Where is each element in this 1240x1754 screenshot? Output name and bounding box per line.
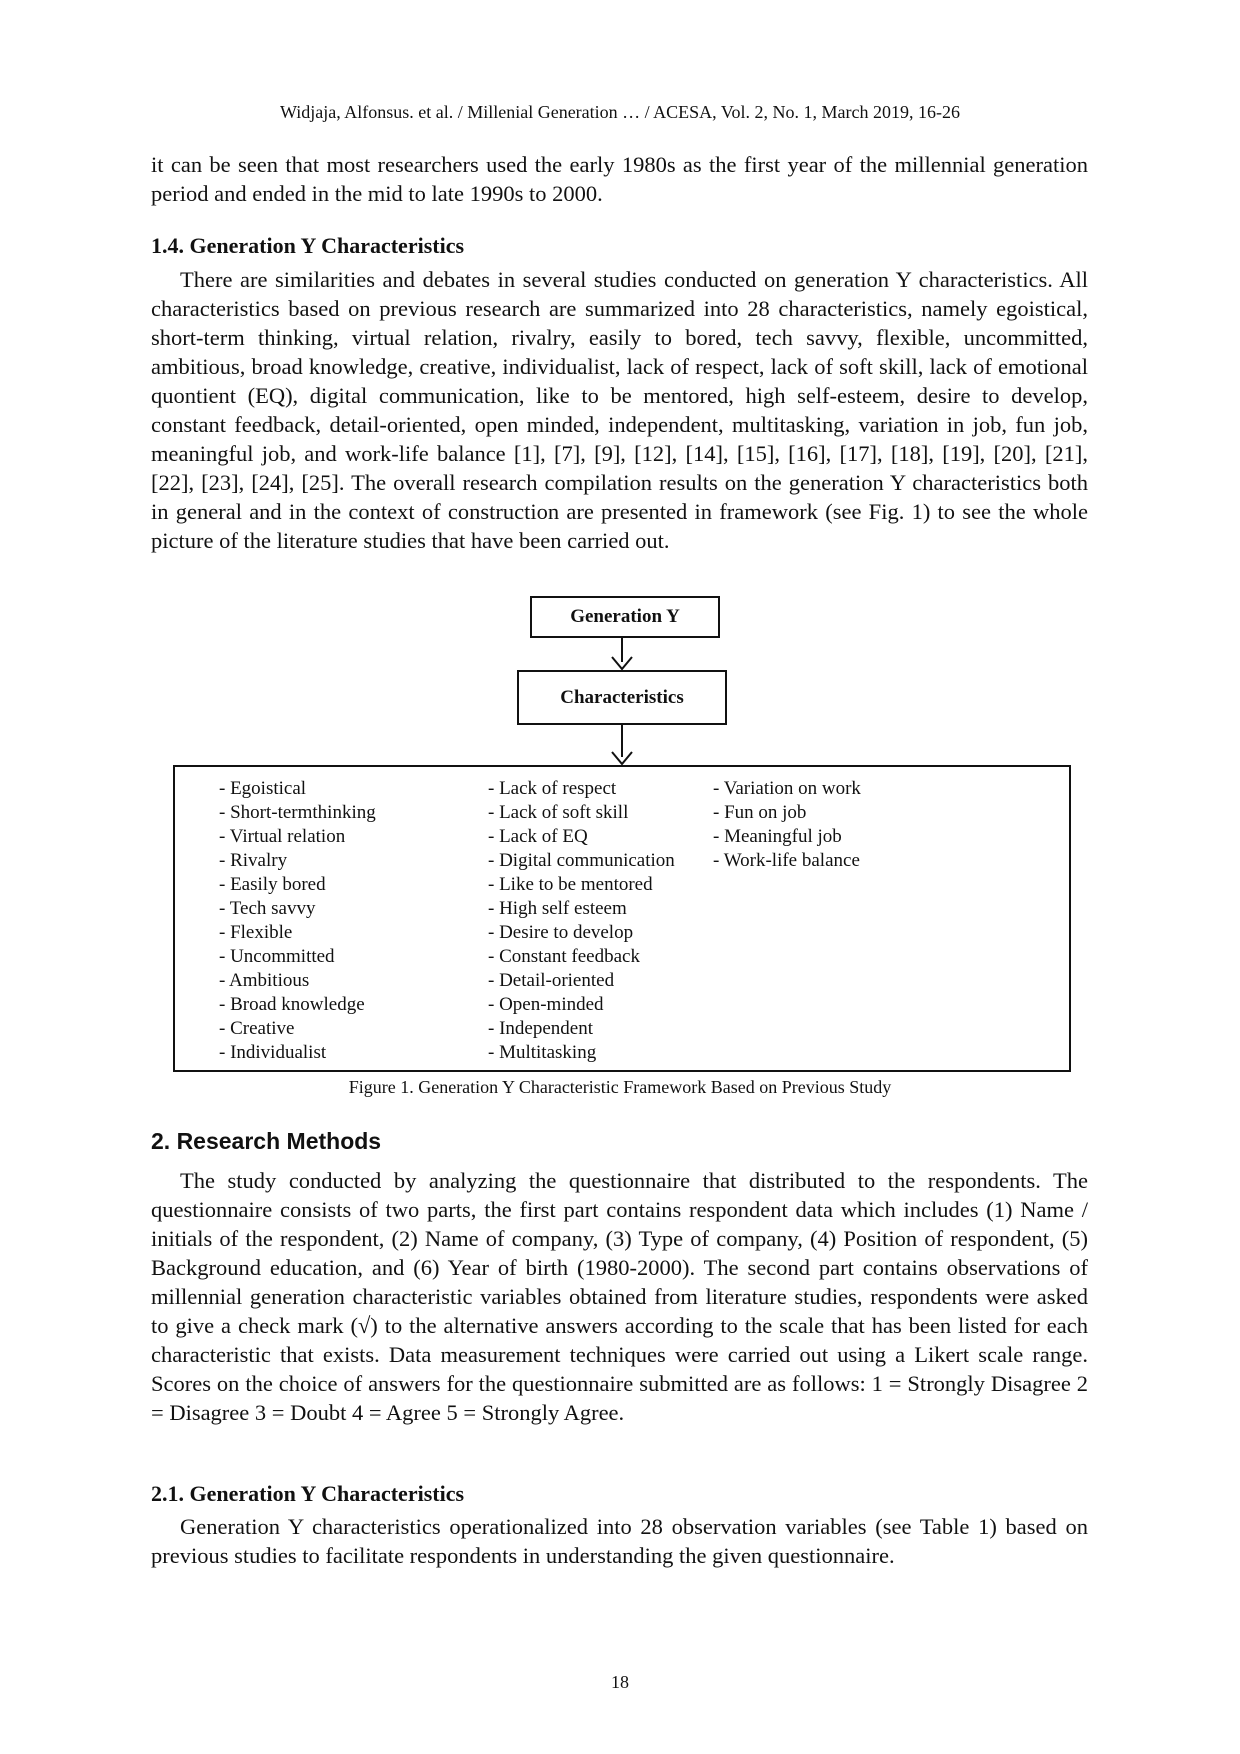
characteristics-list-column-2 — [488, 777, 675, 1065]
list-item: - Lack of respect — [488, 778, 617, 799]
arrow-down-icon — [611, 751, 633, 765]
list-item: - Multitasking — [488, 1042, 597, 1063]
list-item: - Ambitious — [219, 970, 310, 991]
list-item: - Rivalry — [219, 850, 288, 871]
list-item: - Individualist — [219, 1042, 327, 1063]
list-item: - Creative — [219, 1018, 295, 1039]
section-1-4-heading-block — [151, 233, 1088, 259]
list-item: - Independent — [488, 1018, 593, 1039]
list-item: - Digital communication — [488, 850, 675, 871]
list-item: - Broad knowledge — [219, 994, 365, 1015]
list-item: - Easily bored — [219, 874, 326, 895]
list-item: - Virtual relation — [219, 826, 346, 847]
characteristics-list-column-3 — [713, 777, 861, 873]
list-item: - Like to be mentored — [488, 874, 653, 895]
list-item: - Variation on work — [713, 778, 861, 799]
section-2-1-heading: 2.1. Generation Y Characteristics — [151, 1481, 465, 1506]
section-2-heading: 2. Research Methods — [151, 1128, 382, 1154]
list-item: - High self esteem — [488, 898, 627, 919]
running-header: Widjaja, Alfonsus. et al. / Millenial Generation … / ACESA, Vol. 2, No. 1, March 2019, 16-26 — [279, 102, 961, 122]
section-2-1-paragraph: Generation Y characteristics operationalized into 28 observation variables (see Table 1) based on previous studies to facilitate respondents in understanding the given questionnaire. — [151, 1514, 1088, 1568]
intro-paragraph: it can be seen that most researchers used the early 1980s as the first year of the millennial generation period and ended in the mid to late 1990s to 2000. — [151, 152, 1088, 206]
section-1-4-paragraph-block — [151, 265, 1088, 555]
section-2-1-paragraph-block — [151, 1512, 1088, 1570]
intro-paragraph-block — [151, 150, 1088, 208]
section-1-4-heading: 1.4. Generation Y Characteristics — [151, 233, 465, 258]
arrow-down-icon — [611, 656, 633, 670]
list-item: - Fun on job — [713, 802, 807, 823]
list-item: - Meaningful job — [713, 826, 842, 847]
list-item: - Lack of EQ — [488, 826, 588, 847]
list-item: - Uncommitted — [219, 946, 335, 967]
page-number: 18 — [611, 1672, 629, 1692]
characteristics-list-column-1 — [219, 777, 376, 1065]
list-item: - Lack of soft skill — [488, 802, 629, 823]
section-1-4-paragraph: There are similarities and debates in several studies conducted on generation Y characteristics. All characteristics based on previous research are summarized into 28 characteristics, namely egoistical, short-term thinking, virtual relation, rivalry, easily to bored, tech savvy, flexible, uncommitted, ambitious, broad knowledge, creative, individualist, lack of respect, lack of soft skill, lack of emotional quontient (EQ), digital communication, like to be mentored, high self-esteem, desire to develop, constant feedback, detail-oriented, open minded, independent, multitasking, variation in job, fun job, meaningful job, and work-life balance [1], [7], [9], [12], [14], [15], [16], [17], [18], [19], [20], [21], [22], [23], [24], [25]. The overall research compilation results on the generation Y characteristics both in general and in the context of construction are presented in framework (see Fig. 1) to see the whole picture of the literature studies that have been carried out. — [151, 267, 1088, 553]
section-2-heading-block — [151, 1128, 1088, 1155]
list-item: - Short-termthinking — [219, 802, 376, 823]
list-item: - Tech savvy — [219, 898, 316, 919]
list-item: - Open-minded — [488, 994, 604, 1015]
list-item: - Detail-oriented — [488, 970, 615, 991]
list-item: - Egoistical — [219, 778, 307, 799]
list-item: - Flexible — [219, 922, 293, 943]
list-item: - Desire to develop — [488, 922, 634, 943]
section-2-paragraph-block — [151, 1166, 1088, 1427]
figure-caption: Figure 1. Generation Y Characteristic Framework Based on Previous Study — [348, 1077, 892, 1097]
list-item: - Constant feedback — [488, 946, 640, 967]
list-item: - Work-life balance — [713, 850, 860, 871]
figure-generation-y-box: Generation Y — [530, 596, 720, 638]
section-2-paragraph: The study conducted by analyzing the questionnaire that distributed to the respondents. The questionnaire consists of two parts, the first part contains respondent data which includes (1) Name / initials of the respondent, (2) Name of company, (3) Type of company, (4) Position of respondent, (5) Background education, and (6) Year of birth (1980-2000). The second part contains observations of millennial generation characteristic variables obtained from literature studies, respondents were asked to give a check mark (√) to the alternative answers according to the scale that has been listed for each characteristic that exists. Data measurement techniques were carried out using a Likert scale range. Scores on the choice of answers for the questionnaire submitted are as follows: 1 = Strongly Disagree 2 = Disagree 3 = Doubt 4 = Agree 5 = Strongly Agree. — [151, 1168, 1088, 1425]
figure-characteristics-list-box — [173, 765, 1071, 1072]
section-2-1-heading-block — [151, 1481, 1088, 1507]
figure-characteristics-box: Characteristics — [517, 670, 727, 725]
